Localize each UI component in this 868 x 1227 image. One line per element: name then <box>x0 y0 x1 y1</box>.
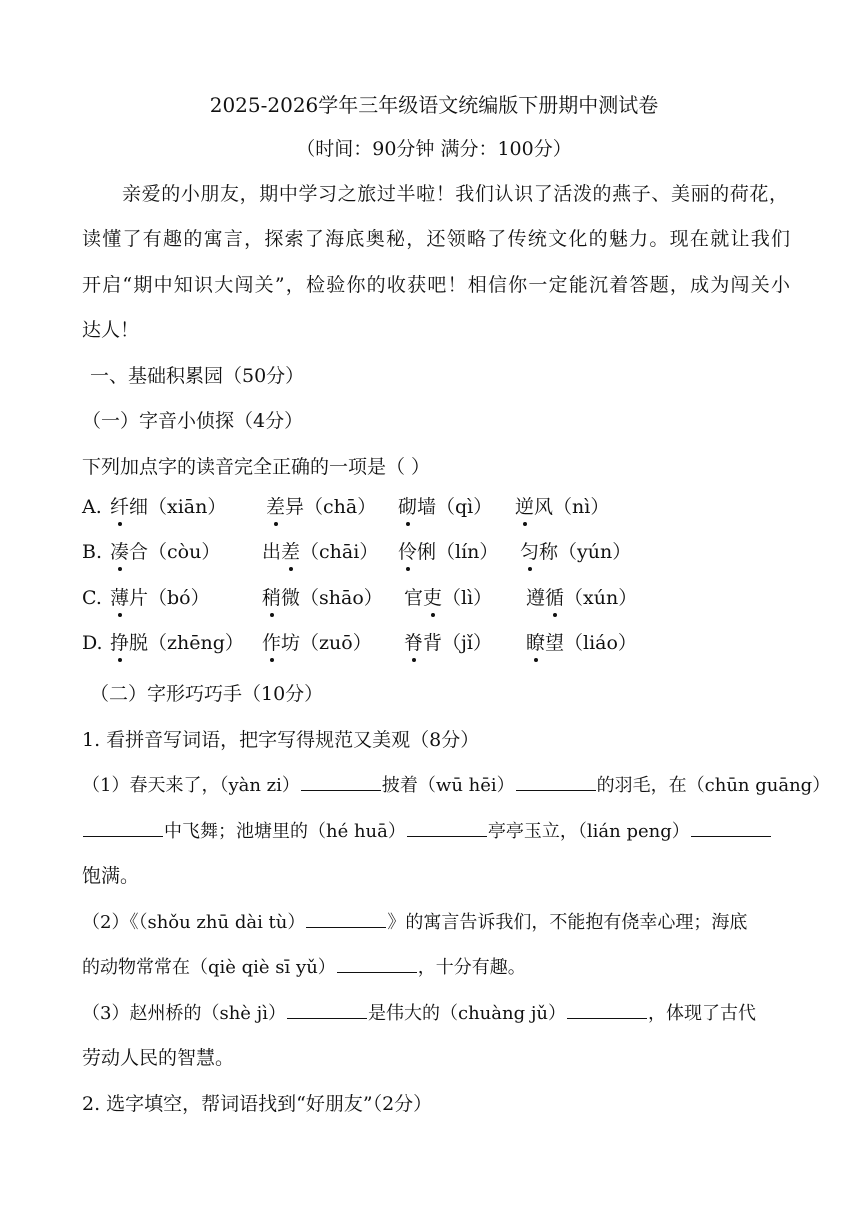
answer-blank[interactable] <box>516 772 596 791</box>
option-item: 瞭望（liáo） <box>526 632 637 654</box>
option-item: 凑合（còu） <box>110 541 221 563</box>
option-item: 遵循（xún） <box>526 587 638 609</box>
option-letter: B. <box>82 541 103 563</box>
option-item: 逆风（nì） <box>515 496 610 518</box>
answer-blank[interactable] <box>567 1000 647 1019</box>
intro-line-4: 达人！ <box>82 319 140 341</box>
answer-blank[interactable] <box>306 909 386 928</box>
option-item: 官吏（lì） <box>404 587 493 609</box>
option-item: 出差（chāi） <box>262 541 379 563</box>
pronunciation-question: 下列加点字的读音完全正确的一项是（ ） <box>82 456 431 478</box>
exam-title: 2025-2026学年三年级语文统编版下册期中测试卷 <box>209 93 659 117</box>
answer-blank[interactable] <box>287 1000 367 1019</box>
option-item: 纤细（xiān） <box>110 496 227 518</box>
sub-question-1-line-3: 饱满。 <box>82 865 140 887</box>
exam-subtitle: （时间：90分钟 满分：100分） <box>296 138 572 160</box>
option-item: 匀称（yún） <box>520 541 632 563</box>
intro-line-2: 读懂了有趣的寓言，探索了海底奥秘，还领略了传统文化的魅力。现在就让我们 <box>82 228 790 250</box>
part-2-heading: （二）字形巧巧手（10分） <box>90 683 324 705</box>
sub-question-1-line-1: （1）春天来了，（yàn zi） 披着（wū hēi） 的羽毛，在（chūn guāng） <box>82 772 790 799</box>
option-letter: C. <box>82 587 102 609</box>
option-item: 薄片（bó） <box>110 587 210 609</box>
option-item: 伶俐（lín） <box>398 541 499 563</box>
option-item: 脊背（jǐ） <box>404 632 492 654</box>
sub-question-3-line-1: （3）赵州桥的（shè jì） 是伟大的（chuàng jǔ） ，体现了古代 <box>82 1000 790 1027</box>
option-item: 挣脱（zhēng） <box>110 632 244 654</box>
answer-blank[interactable] <box>691 818 771 837</box>
answer-blank[interactable] <box>407 818 487 837</box>
intro-line-1: 亲爱的小朋友，期中学习之旅过半啦！我们认识了活泼的燕子、美丽的荷花， <box>122 183 788 205</box>
sub-question-1-line-2: 中飞舞；池塘里的（hé huā） 亭亭玉立，（lián peng） <box>82 818 790 845</box>
pinyin-question-prompt: 1. 看拼音写词语，把字写得规范又美观（8分） <box>82 729 480 751</box>
option-item: 砌墙（qì） <box>398 496 493 518</box>
answer-blank[interactable] <box>83 818 163 837</box>
option-letter: A. <box>82 496 102 518</box>
word-fill-question-prompt: 2. 选字填空，帮词语找到“好朋友”（2分） <box>82 1093 433 1115</box>
sub-question-3-line-2: 劳动人民的智慧。 <box>82 1047 235 1069</box>
answer-blank[interactable] <box>301 772 381 791</box>
option-letter: D. <box>82 632 103 654</box>
answer-blank[interactable] <box>337 954 417 973</box>
option-item: 稍微（shāo） <box>262 587 383 609</box>
part-1-heading: （一）字音小侦探（4分） <box>82 410 304 432</box>
option-item: 差异（chā） <box>266 496 377 518</box>
intro-line-3: 开启“期中知识大闯关”，检验你的收获吧！相信你一定能沉着答题，成为闯关小 <box>82 274 790 296</box>
option-item: 作坊（zuō） <box>262 632 372 654</box>
section-1-heading: 一、基础积累园（50分） <box>90 365 305 387</box>
sub-question-2-line-2: 的动物常常在（qiè qiè sī yǔ） ，十分有趣。 <box>82 954 790 981</box>
sub-question-2-line-1: （2）《（shǒu zhū dài tù） 》的寓言告诉我们，不能抱有侥幸心理；海底 <box>82 909 790 936</box>
